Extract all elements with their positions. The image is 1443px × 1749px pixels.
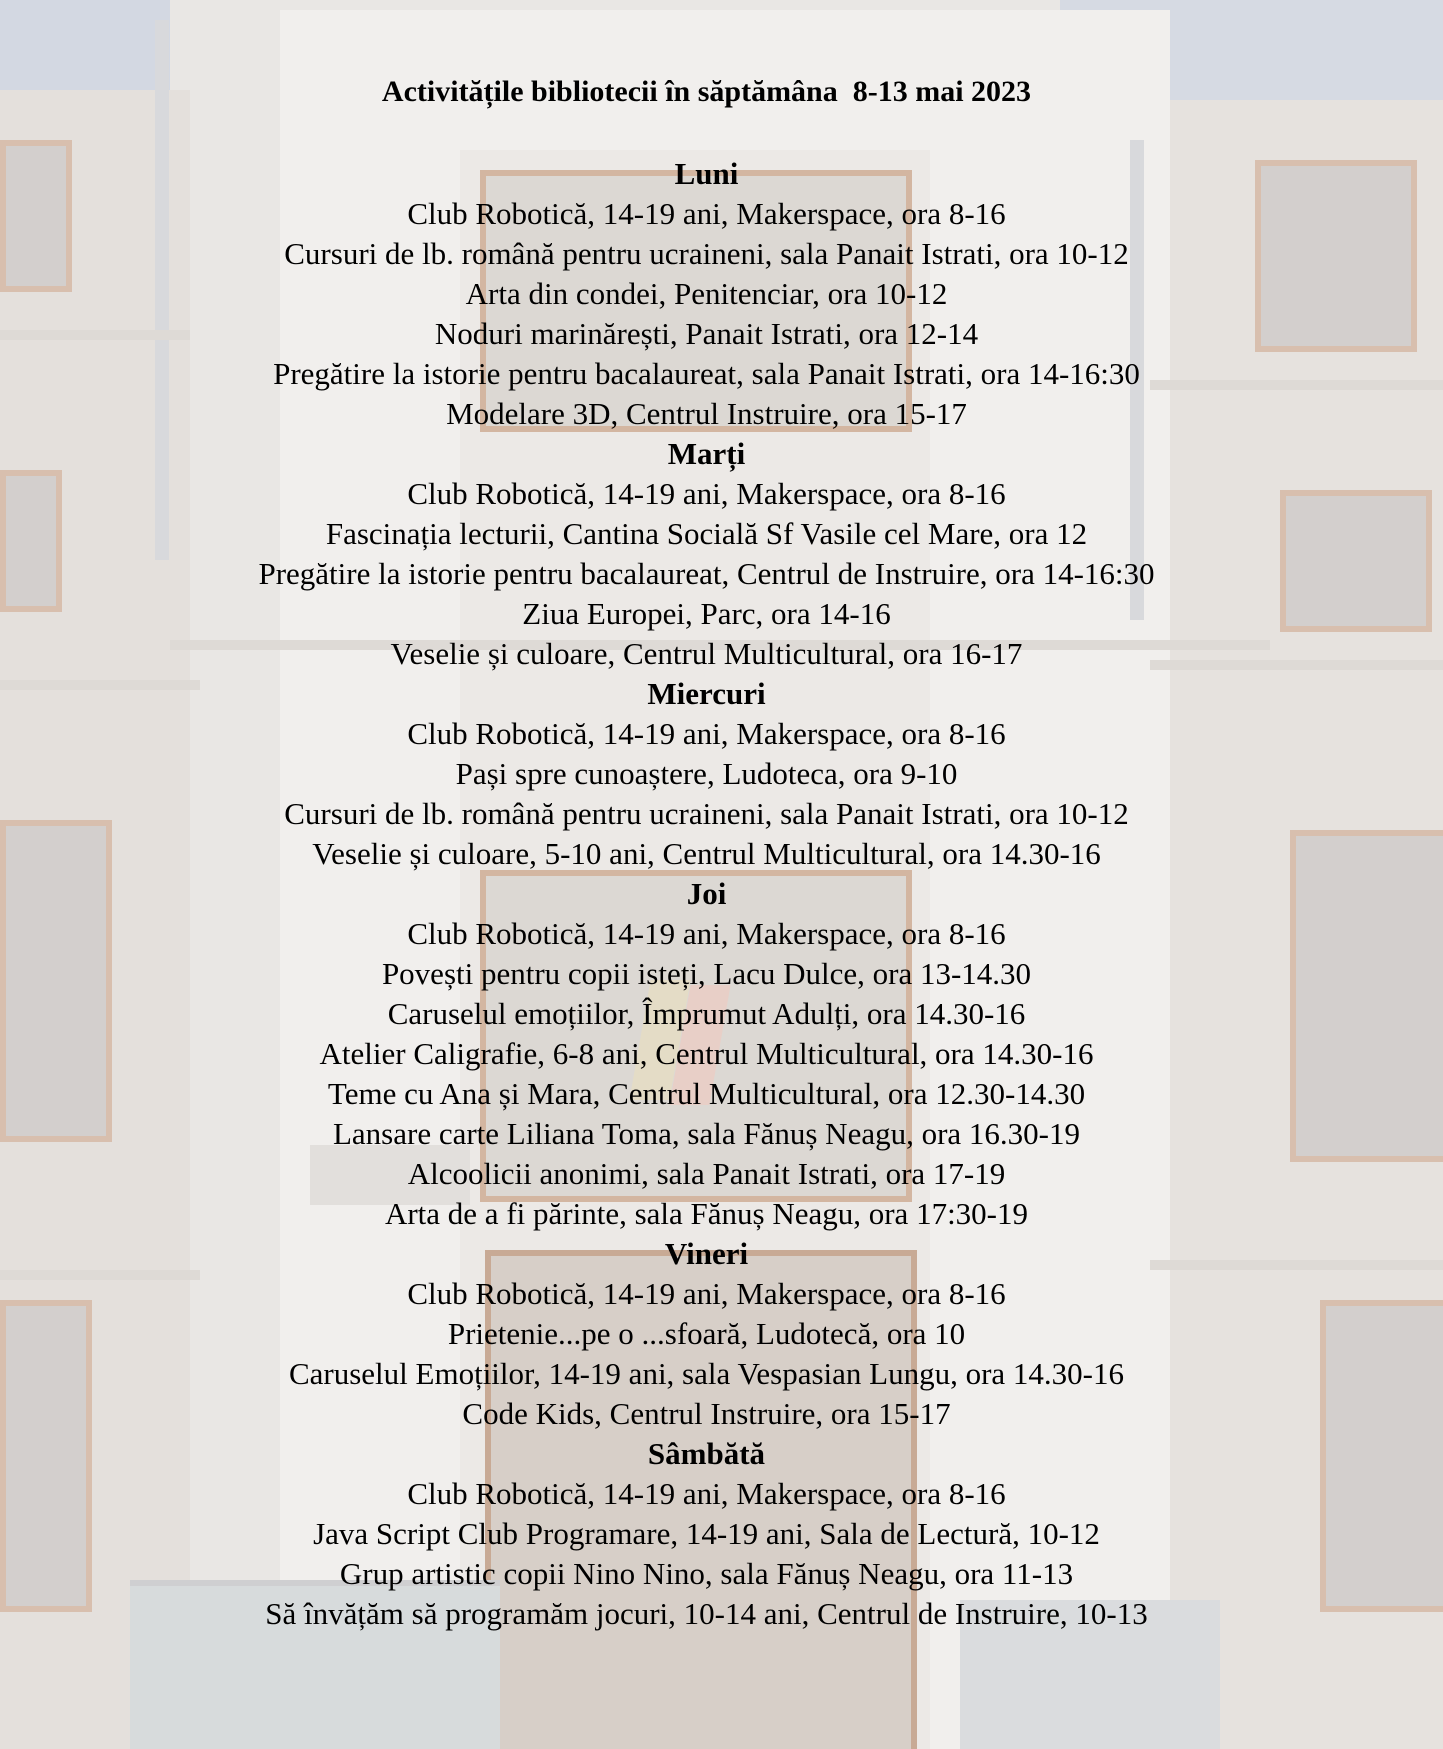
activity-item: Teme cu Ana și Mara, Centrul Multicultural, ora 12.30-14.30 — [327, 1076, 1086, 1111]
activity-item: Cursuri de lb. română pentru ucraineni, sala Panait Istrati, ora 10-12 — [284, 796, 1129, 831]
activity-item: Povești pentru copii isteți, Lacu Dulce, ora 13-14.30 — [381, 956, 1032, 991]
activity-item: Grup artistic copii Nino Nino, sala Fănuș Neagu, ora 11-13 — [339, 1556, 1074, 1591]
activity-item: Code Kids, Centrul Instruire, ora 15-17 — [462, 1396, 951, 1431]
activity-item: Caruselul Emoțiilor, 14-19 ani, sala Vespasian Lungu, ora 14.30-16 — [288, 1356, 1125, 1391]
activity-item: Să învățăm să programăm jocuri, 10-14 ani, Centrul de Instruire, 10-13 — [265, 1596, 1148, 1631]
activity-item: Fascinația lecturii, Cantina Socială Sf Vasile cel Mare, ora 12 — [325, 516, 1088, 551]
activity-item: Club Robotică, 14-19 ani, Makerspace, ora 8-16 — [407, 916, 1006, 951]
activity-item: Cursuri de lb. română pentru ucraineni, sala Panait Istrati, ora 10-12 — [284, 236, 1129, 271]
day-heading: Sâmbătă — [647, 1436, 766, 1471]
activity-item: Java Script Club Programare, 14-19 ani, Sala de Lectură, 10-12 — [313, 1516, 1100, 1551]
activity-item: Ziua Europei, Parc, ora 14-16 — [522, 596, 891, 631]
activity-item: Lansare carte Liliana Toma, sala Fănuș Neagu, ora 16.30-19 — [332, 1116, 1080, 1151]
activity-item: Club Robotică, 14-19 ani, Makerspace, ora 8-16 — [407, 1276, 1006, 1311]
day-heading: Marți — [667, 436, 746, 471]
activity-item: Arta din condei, Penitenciar, ora 10-12 — [465, 276, 948, 311]
activity-item: Prietenie...pe o ...sfoară, Ludotecă, ora 10 — [447, 1316, 966, 1351]
activity-item: Veselie și culoare, 5-10 ani, Centrul Multicultural, ora 14.30-16 — [312, 836, 1101, 871]
activity-item: Club Robotică, 14-19 ani, Makerspace, ora 8-16 — [407, 476, 1006, 511]
activity-item: Caruselul emoțiilor, Împrumut Adulți, ora 14.30-16 — [387, 996, 1026, 1031]
activity-item: Veselie și culoare, Centrul Multicultural, ora 16-17 — [390, 636, 1023, 671]
activity-item: Club Robotică, 14-19 ani, Makerspace, ora 8-16 — [407, 1476, 1006, 1511]
day-heading: Vineri — [664, 1236, 749, 1271]
activity-item: Alcoolicii anonimi, sala Panait Istrati, ora 17-19 — [407, 1156, 1006, 1191]
activity-item: Club Robotică, 14-19 ani, Makerspace, ora 8-16 — [407, 716, 1006, 751]
page-title: Activitățile bibliotecii în săptămâna 8-13 mai 2023 — [381, 75, 1032, 108]
activity-item: Atelier Caligrafie, 6-8 ani, Centrul Multicultural, ora 14.30-16 — [319, 1036, 1094, 1071]
activity-item: Modelare 3D, Centrul Instruire, ora 15-17 — [446, 396, 967, 431]
activity-item: Pași spre cunoaștere, Ludoteca, ora 9-10 — [455, 756, 958, 791]
day-heading: Luni — [674, 156, 739, 191]
weekly-schedule — [0, 154, 1413, 1634]
activity-item: Pregătire la istorie pentru bacalaureat, Centrul de Instruire, ora 14-16:30 — [258, 556, 1155, 591]
day-heading: Joi — [686, 876, 727, 911]
activity-item: Club Robotică, 14-19 ani, Makerspace, ora 8-16 — [407, 196, 1006, 231]
activity-item: Noduri marinărești, Panait Istrati, ora 12-14 — [434, 316, 979, 351]
day-heading: Miercuri — [647, 676, 766, 711]
activity-item: Arta de a fi părinte, sala Fănuș Neagu, ora 17:30-19 — [384, 1196, 1029, 1231]
activity-item: Pregătire la istorie pentru bacalaureat, sala Panait Istrati, ora 14-16:30 — [273, 356, 1140, 391]
